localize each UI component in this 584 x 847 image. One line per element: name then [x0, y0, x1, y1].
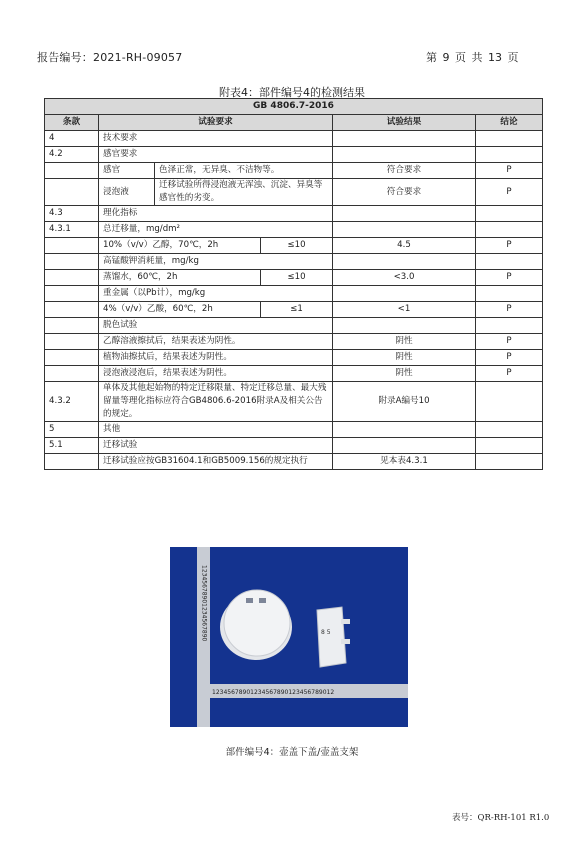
table-caption: 附表4：部件编号4的检测结果: [219, 86, 365, 99]
clause-cell: 4.3.1: [45, 222, 99, 238]
requirement-cell: 其他: [99, 422, 333, 438]
requirement-cell: 技术要求: [99, 131, 333, 147]
requirement-cell: 迁移试验应按GB31604.1和GB5009.156的规定执行: [99, 454, 333, 470]
result-cell: 见本表4.3.1: [333, 454, 476, 470]
conclusion-cell: [476, 438, 543, 454]
requirement-cell: 色泽正常，无异臭、不洁物等。: [155, 163, 333, 179]
requirement-cell: 重金属（以Pb计），mg/kg: [99, 286, 333, 302]
table-row: [45, 350, 543, 366]
form-number: 表号：QR-RH-101 R1.0: [452, 813, 550, 823]
requirement-cell: 迁移试验所得浸泡液无浑浊、沉淀、异臭等感官性的劣变。: [155, 179, 333, 206]
clause-cell: [45, 163, 99, 179]
requirement-cell: 理化指标: [99, 206, 333, 222]
table-row: [45, 366, 543, 382]
result-cell: 阴性: [333, 366, 476, 382]
conclusion-cell: [476, 206, 543, 222]
table-row: [45, 163, 543, 179]
table-row: [45, 179, 543, 206]
clause-cell: [45, 302, 99, 318]
result-cell: 阴性: [333, 334, 476, 350]
header-result: 试验结果: [333, 115, 476, 131]
clause-cell: [45, 334, 99, 350]
requirement-cell: 浸泡液浸泡后，结果表述为阴性。: [99, 366, 333, 382]
requirement-cell: 迁移试验: [99, 438, 333, 454]
sample-photo: [170, 547, 408, 727]
table-row: [45, 254, 543, 270]
requirement-cell: 感官要求: [99, 147, 333, 163]
report-number: 报告编号：2021-RH-09057: [37, 51, 183, 64]
conclusion-cell: P: [476, 238, 543, 254]
conclusion-cell: [476, 131, 543, 147]
table-row: [45, 302, 543, 318]
clause-cell: [45, 270, 99, 286]
page-indicator: 第 9 页 共 13 页: [426, 51, 519, 64]
header-conclusion: 结论: [476, 115, 543, 131]
photo-caption: 部件编号4：壶盖下盖/壶盖支架: [225, 747, 359, 758]
table-row: [45, 131, 543, 147]
standard-row: [45, 99, 543, 115]
clause-cell: [45, 254, 99, 270]
result-cell: [333, 254, 476, 270]
table-row: [45, 454, 543, 470]
clause-cell: 4.2: [45, 147, 99, 163]
conclusion-cell: [476, 382, 543, 422]
clause-cell: [45, 179, 99, 206]
table-row: [45, 438, 543, 454]
clause-cell: 4.3: [45, 206, 99, 222]
conclusion-cell: [476, 318, 543, 334]
requirement-cell: 植物油擦拭后，结果表述为阴性。: [99, 350, 333, 366]
requirement-cell: 单体及其他起始物的特定迁移限量、特定迁移总量、最大残留量等理化指标应符合GB4806.6-2016附录A及相关公告的规定。: [99, 382, 333, 422]
clause-cell: 5.1: [45, 438, 99, 454]
table-row: [45, 422, 543, 438]
result-cell: 符合要求: [333, 163, 476, 179]
bracket-marking: 8 5: [321, 629, 331, 636]
table-row: [45, 286, 543, 302]
result-cell: [333, 131, 476, 147]
sample-photo-drawing: [170, 547, 408, 727]
clause-cell: [45, 366, 99, 382]
requirement-cell: 脱色试验: [99, 318, 333, 334]
standard-code: GB 4806.7-2016: [45, 99, 543, 115]
conclusion-cell: P: [476, 334, 543, 350]
clause-cell: [45, 286, 99, 302]
requirement-cell: 乙醇溶液擦拭后，结果表述为阴性。: [99, 334, 333, 350]
result-cell: 4.5: [333, 238, 476, 254]
condition-cell: 蒸馏水，60℃，2h: [99, 270, 261, 286]
limit-cell: ≤10: [261, 238, 333, 254]
result-cell: [333, 286, 476, 302]
condition-cell: 4%（v/v）乙酸，60℃，2h: [99, 302, 261, 318]
result-cell: [333, 318, 476, 334]
table-row: [45, 382, 543, 422]
conclusion-cell: [476, 286, 543, 302]
clause-cell: [45, 350, 99, 366]
conclusion-cell: [476, 147, 543, 163]
result-cell: <1: [333, 302, 476, 318]
vertical-ruler-digits: 12345678901234567890: [200, 565, 208, 642]
conclusion-cell: [476, 454, 543, 470]
lid-under-cover: [224, 590, 290, 656]
sub-item-cell: 感官: [99, 163, 155, 179]
conclusion-cell: [476, 254, 543, 270]
lid-slot-left: [246, 598, 253, 603]
limit-cell: ≤1: [261, 302, 333, 318]
limit-cell: ≤10: [261, 270, 333, 286]
clause-cell: [45, 238, 99, 254]
clause-cell: 4: [45, 131, 99, 147]
bracket-clip-bottom: [341, 639, 350, 644]
conclusion-cell: P: [476, 366, 543, 382]
requirement-cell: 高锰酸钾消耗量，mg/kg: [99, 254, 333, 270]
column-header-row: [45, 115, 543, 131]
result-cell: 符合要求: [333, 179, 476, 206]
lid-bracket: [317, 607, 346, 667]
result-cell: 附录A编号10: [333, 382, 476, 422]
result-cell: 阴性: [333, 350, 476, 366]
clause-cell: 5: [45, 422, 99, 438]
result-cell: <3.0: [333, 270, 476, 286]
clause-cell: [45, 318, 99, 334]
conclusion-cell: P: [476, 302, 543, 318]
conclusion-cell: [476, 222, 543, 238]
result-cell: [333, 222, 476, 238]
condition-cell: 10%（v/v）乙醇，70℃，2h: [99, 238, 261, 254]
clause-cell: 4.3.2: [45, 382, 99, 422]
table-row: [45, 318, 543, 334]
conclusion-cell: P: [476, 270, 543, 286]
conclusion-cell: P: [476, 350, 543, 366]
sub-item-cell: 浸泡液: [99, 179, 155, 206]
bracket-clip-top: [341, 619, 350, 624]
table-row: [45, 206, 543, 222]
result-cell: [333, 206, 476, 222]
result-cell: [333, 147, 476, 163]
table-row: [45, 147, 543, 163]
table-row: [45, 334, 543, 350]
clause-cell: [45, 454, 99, 470]
horizontal-ruler-digits: 12345678901234567890123456789012: [212, 689, 335, 696]
table-row: [45, 238, 543, 254]
conclusion-cell: P: [476, 163, 543, 179]
lid-slot-right: [259, 598, 266, 603]
table-row: [45, 222, 543, 238]
table-row: [45, 270, 543, 286]
conclusion-cell: P: [476, 179, 543, 206]
header-requirement: 试验要求: [99, 115, 333, 131]
result-cell: [333, 438, 476, 454]
test-results-table: [44, 98, 543, 470]
result-cell: [333, 422, 476, 438]
requirement-cell: 总迁移量，mg/dm²: [99, 222, 333, 238]
conclusion-cell: [476, 422, 543, 438]
header-clause: 条款: [45, 115, 99, 131]
